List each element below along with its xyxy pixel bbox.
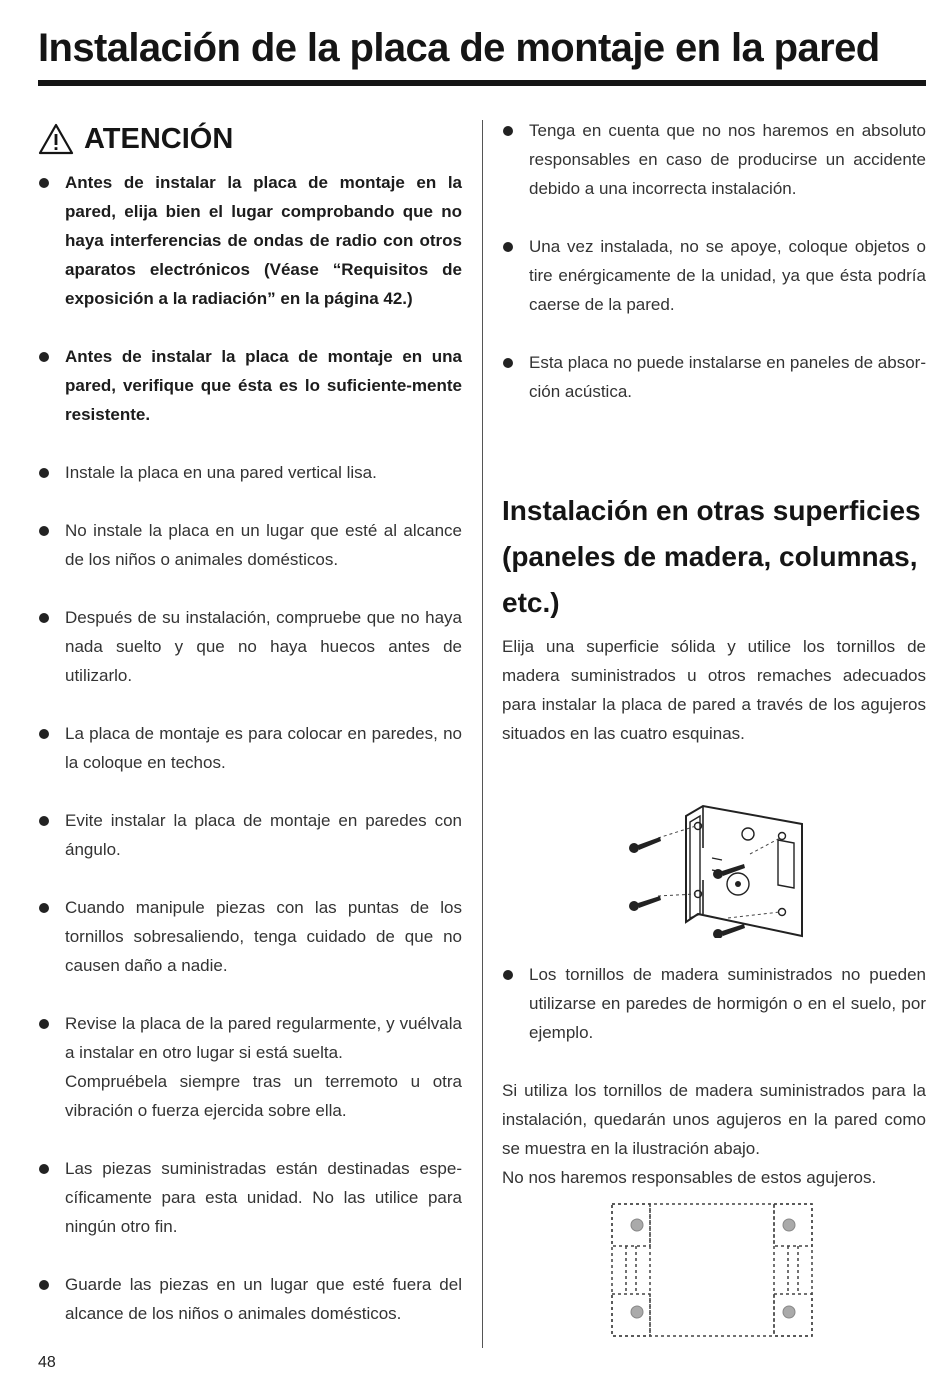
bullet-icon	[39, 729, 49, 739]
closing-note: No nos haremos responsables de estos agujeros.	[502, 1168, 877, 1187]
closing-paragraph: Si utiliza los tornillos de madera suministrados para la instalación, quedarán unos agujeros en la pared como se muestra en la ilustración abajo.	[502, 1081, 926, 1158]
bullet-icon	[39, 1019, 49, 1029]
bullet-icon	[503, 126, 513, 136]
page-number: 48	[38, 1354, 56, 1371]
list-item-text: Una vez instalada, no se apoye, coloque objetos o tire enérgicamente de la unidad, ya que ésta podría caerse de la pared.	[529, 237, 926, 314]
list-item	[38, 719, 462, 777]
warning-triangle-icon	[38, 123, 74, 155]
list-item	[38, 1009, 462, 1125]
bullet-icon	[39, 352, 49, 362]
list-item-text: Evite instalar la placa de montaje en paredes con ángulo.	[65, 811, 462, 859]
bullet-icon	[39, 1280, 49, 1290]
title-rule	[38, 80, 926, 86]
list-item	[38, 806, 462, 864]
list-item	[38, 893, 462, 980]
caution-list	[502, 116, 926, 406]
list-item	[38, 342, 462, 429]
list-item-text: Los tornillos de madera suministrados no pueden utilizarse en paredes de hormigón o en el suelo, por ejemplo.	[529, 965, 926, 1042]
list-item-text: No instale la placa en un lugar que esté al alcance de los niños o animales domésticos.	[65, 521, 462, 569]
bullet-icon	[503, 970, 513, 980]
list-item	[38, 1154, 462, 1241]
bullet-icon	[39, 468, 49, 478]
list-item-text: Tenga en cuenta que no nos haremos en absoluto responsables en caso de producirse un accidente debido a una incorrecta instalación.	[529, 121, 926, 198]
list-item	[502, 116, 926, 203]
list-item-text: Instale la placa en una pared vertical lisa.	[65, 463, 377, 482]
list-item-text: Cuando manipule piezas con las puntas de los tornillos sobresaliendo, tenga cuidado de que no causen daño a nadie.	[65, 898, 462, 975]
list-item-text: Guarde las piezas en un lugar que esté fuera del alcance de los niños o animales domésticos.	[65, 1275, 462, 1323]
list-item	[502, 960, 926, 1047]
list-item	[38, 458, 462, 487]
bullet-icon	[503, 242, 513, 252]
section-body: Elija una superficie sólida y utilice los tornillos de madera suministrados u otros remaches adecuados para instalar la placa de pared a través de los agujeros situados en las cuatro esquinas.	[502, 637, 926, 743]
list-item-text: Antes de instalar la placa de montaje en la pared, elija bien el lugar comprobando que no haya interferencias de ondas de radio con otros aparatos electrónicos (Véase “Requisitos de exposición a la radiación” en la página 42.)	[65, 173, 462, 308]
list-item-text: Esta placa no puede instalarse en paneles de absor-ción acústica.	[529, 353, 926, 401]
bullet-icon	[39, 816, 49, 826]
list-item-text: Antes de instalar la placa de montaje en una pared, verifique que ésta es lo suficiente-mente resistente.	[65, 347, 462, 424]
bullet-icon	[503, 358, 513, 368]
column-divider	[482, 120, 483, 1348]
warning-heading-text: ATENCIÓN	[84, 122, 234, 155]
list-item-text: Revise la placa de la pared regularmente, y vuélvala a instalar en otro lugar si está suelta.	[65, 1014, 462, 1062]
bullet-icon	[39, 903, 49, 913]
left-column	[38, 116, 462, 1357]
wall-holes-illustration	[606, 1200, 818, 1340]
warning-list	[38, 168, 462, 1328]
list-item	[502, 348, 926, 406]
list-item	[38, 516, 462, 574]
section-title: Instalación en otras superficies (paneles de madera, columnas, etc.)	[502, 495, 921, 618]
bullet-icon	[39, 1164, 49, 1174]
list-item	[502, 232, 926, 319]
warning-heading	[38, 116, 462, 162]
list-item	[38, 168, 462, 313]
list-item-text: Las piezas suministradas están destinadas espe-cíficamente para esta unidad. No las utilice para ningún otro fin.	[65, 1159, 462, 1236]
list-item-text: La placa de montaje es para colocar en paredes, no la coloque en techos.	[65, 724, 462, 772]
right-column	[502, 116, 926, 1340]
bullet-icon	[39, 526, 49, 536]
screw-note-list	[502, 960, 926, 1047]
bullet-icon	[39, 178, 49, 188]
list-item	[38, 1270, 462, 1328]
mounting-plate-illustration	[618, 788, 808, 938]
page-title: Instalación de la placa de montaje en la pared	[38, 26, 880, 70]
list-item-text: Compruébela siempre tras un terremoto u otra vibración o fuerza ejercida sobre ella.	[65, 1072, 462, 1120]
bullet-icon	[39, 613, 49, 623]
list-item-text: Después de su instalación, compruebe que no haya nada suelto y que no haya huecos antes de utilizarlo.	[65, 608, 462, 685]
list-item	[38, 603, 462, 690]
